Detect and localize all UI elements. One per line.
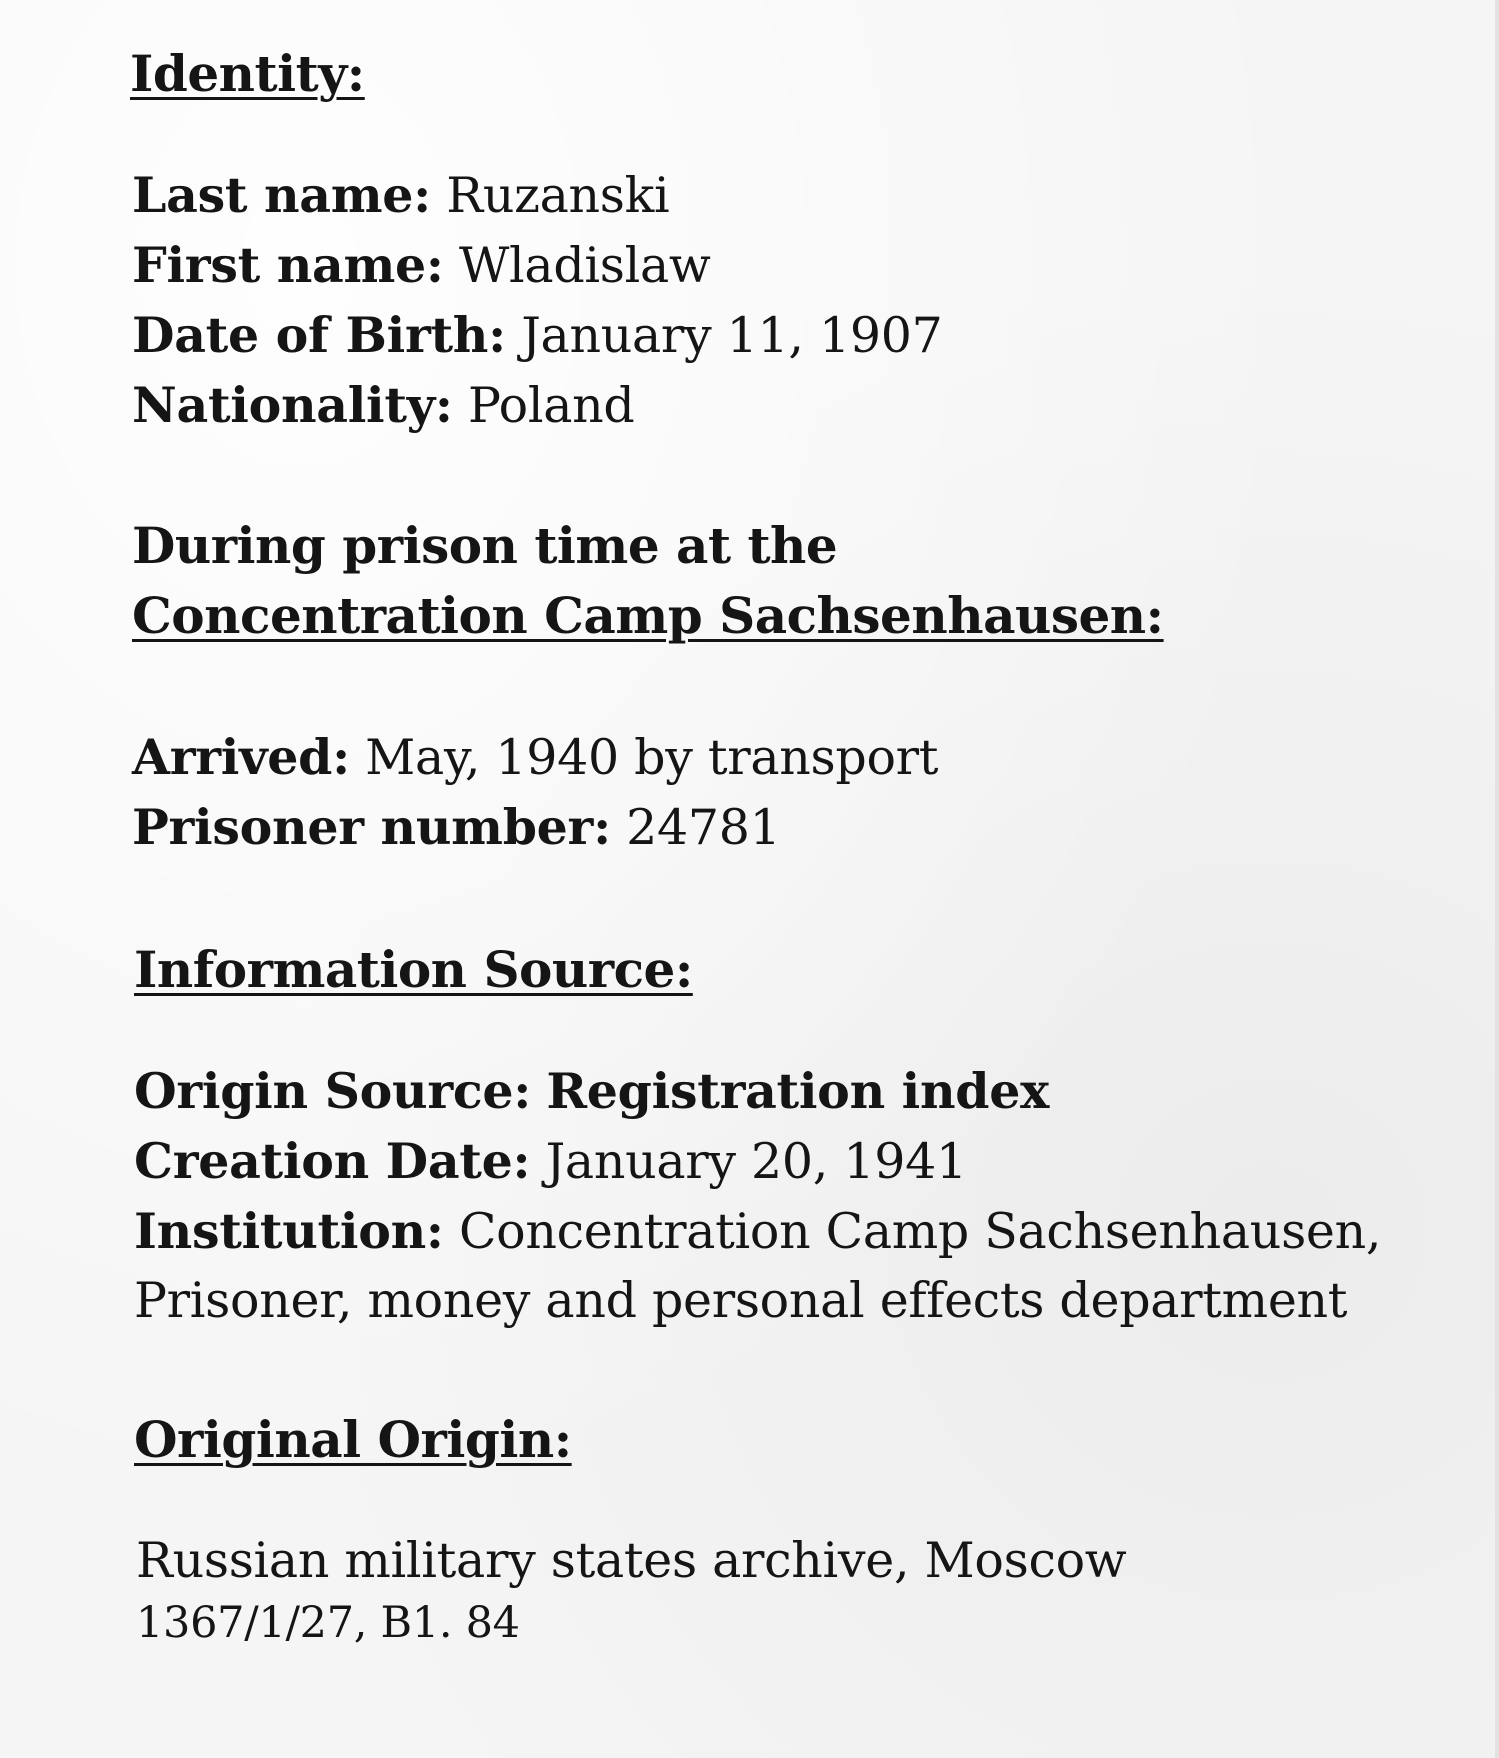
prisoner-number-row [132, 798, 781, 856]
arrived-label: Arrived: [132, 728, 350, 786]
original-origin-line2: 1367/1/27, B1. 84 [136, 1598, 520, 1648]
arrived-value: May, 1940 by transport [365, 729, 939, 786]
dob-row [132, 306, 943, 364]
origin-source-label: Origin Source: [134, 1062, 532, 1120]
origin-source-value: Registration index [546, 1062, 1050, 1120]
information-source-heading: Information Source: [134, 940, 693, 999]
first-name-value: Wladislaw [458, 237, 711, 294]
institution-label: Institution: [134, 1202, 444, 1260]
identity-heading: Identity: [130, 44, 365, 103]
institution-value-line2: Prisoner, money and personal effects department [134, 1272, 1348, 1329]
prison-heading-line2: Concentration Camp Sachsenhausen: [132, 586, 1164, 645]
first-name-row [132, 236, 711, 294]
creation-date-row [134, 1132, 967, 1190]
last-name-value: Ruzanski [446, 167, 670, 224]
creation-date-value: January 20, 1941 [545, 1133, 967, 1190]
last-name-row [132, 166, 669, 224]
prisoner-number-value: 24781 [626, 799, 781, 856]
original-origin-line1: Russian military states archive, Moscow [136, 1532, 1127, 1589]
prison-heading-line1: During prison time at the [132, 516, 838, 575]
dob-value: January 11, 1907 [521, 307, 943, 364]
institution-row [134, 1202, 1381, 1260]
nationality-label: Nationality: [132, 376, 453, 434]
prisoner-number-label: Prisoner number: [132, 798, 611, 856]
first-name-label: First name: [132, 236, 444, 294]
institution-value-line1: Concentration Camp Sachsenhausen, [458, 1203, 1382, 1260]
dob-label: Date of Birth: [132, 306, 506, 364]
creation-date-label: Creation Date: [134, 1132, 531, 1190]
arrived-row [132, 728, 938, 786]
original-origin-heading: Original Origin: [134, 1410, 572, 1469]
nationality-value: Poland [467, 377, 635, 434]
origin-source-row [134, 1062, 1049, 1120]
last-name-label: Last name: [132, 166, 431, 224]
nationality-row [132, 376, 634, 434]
